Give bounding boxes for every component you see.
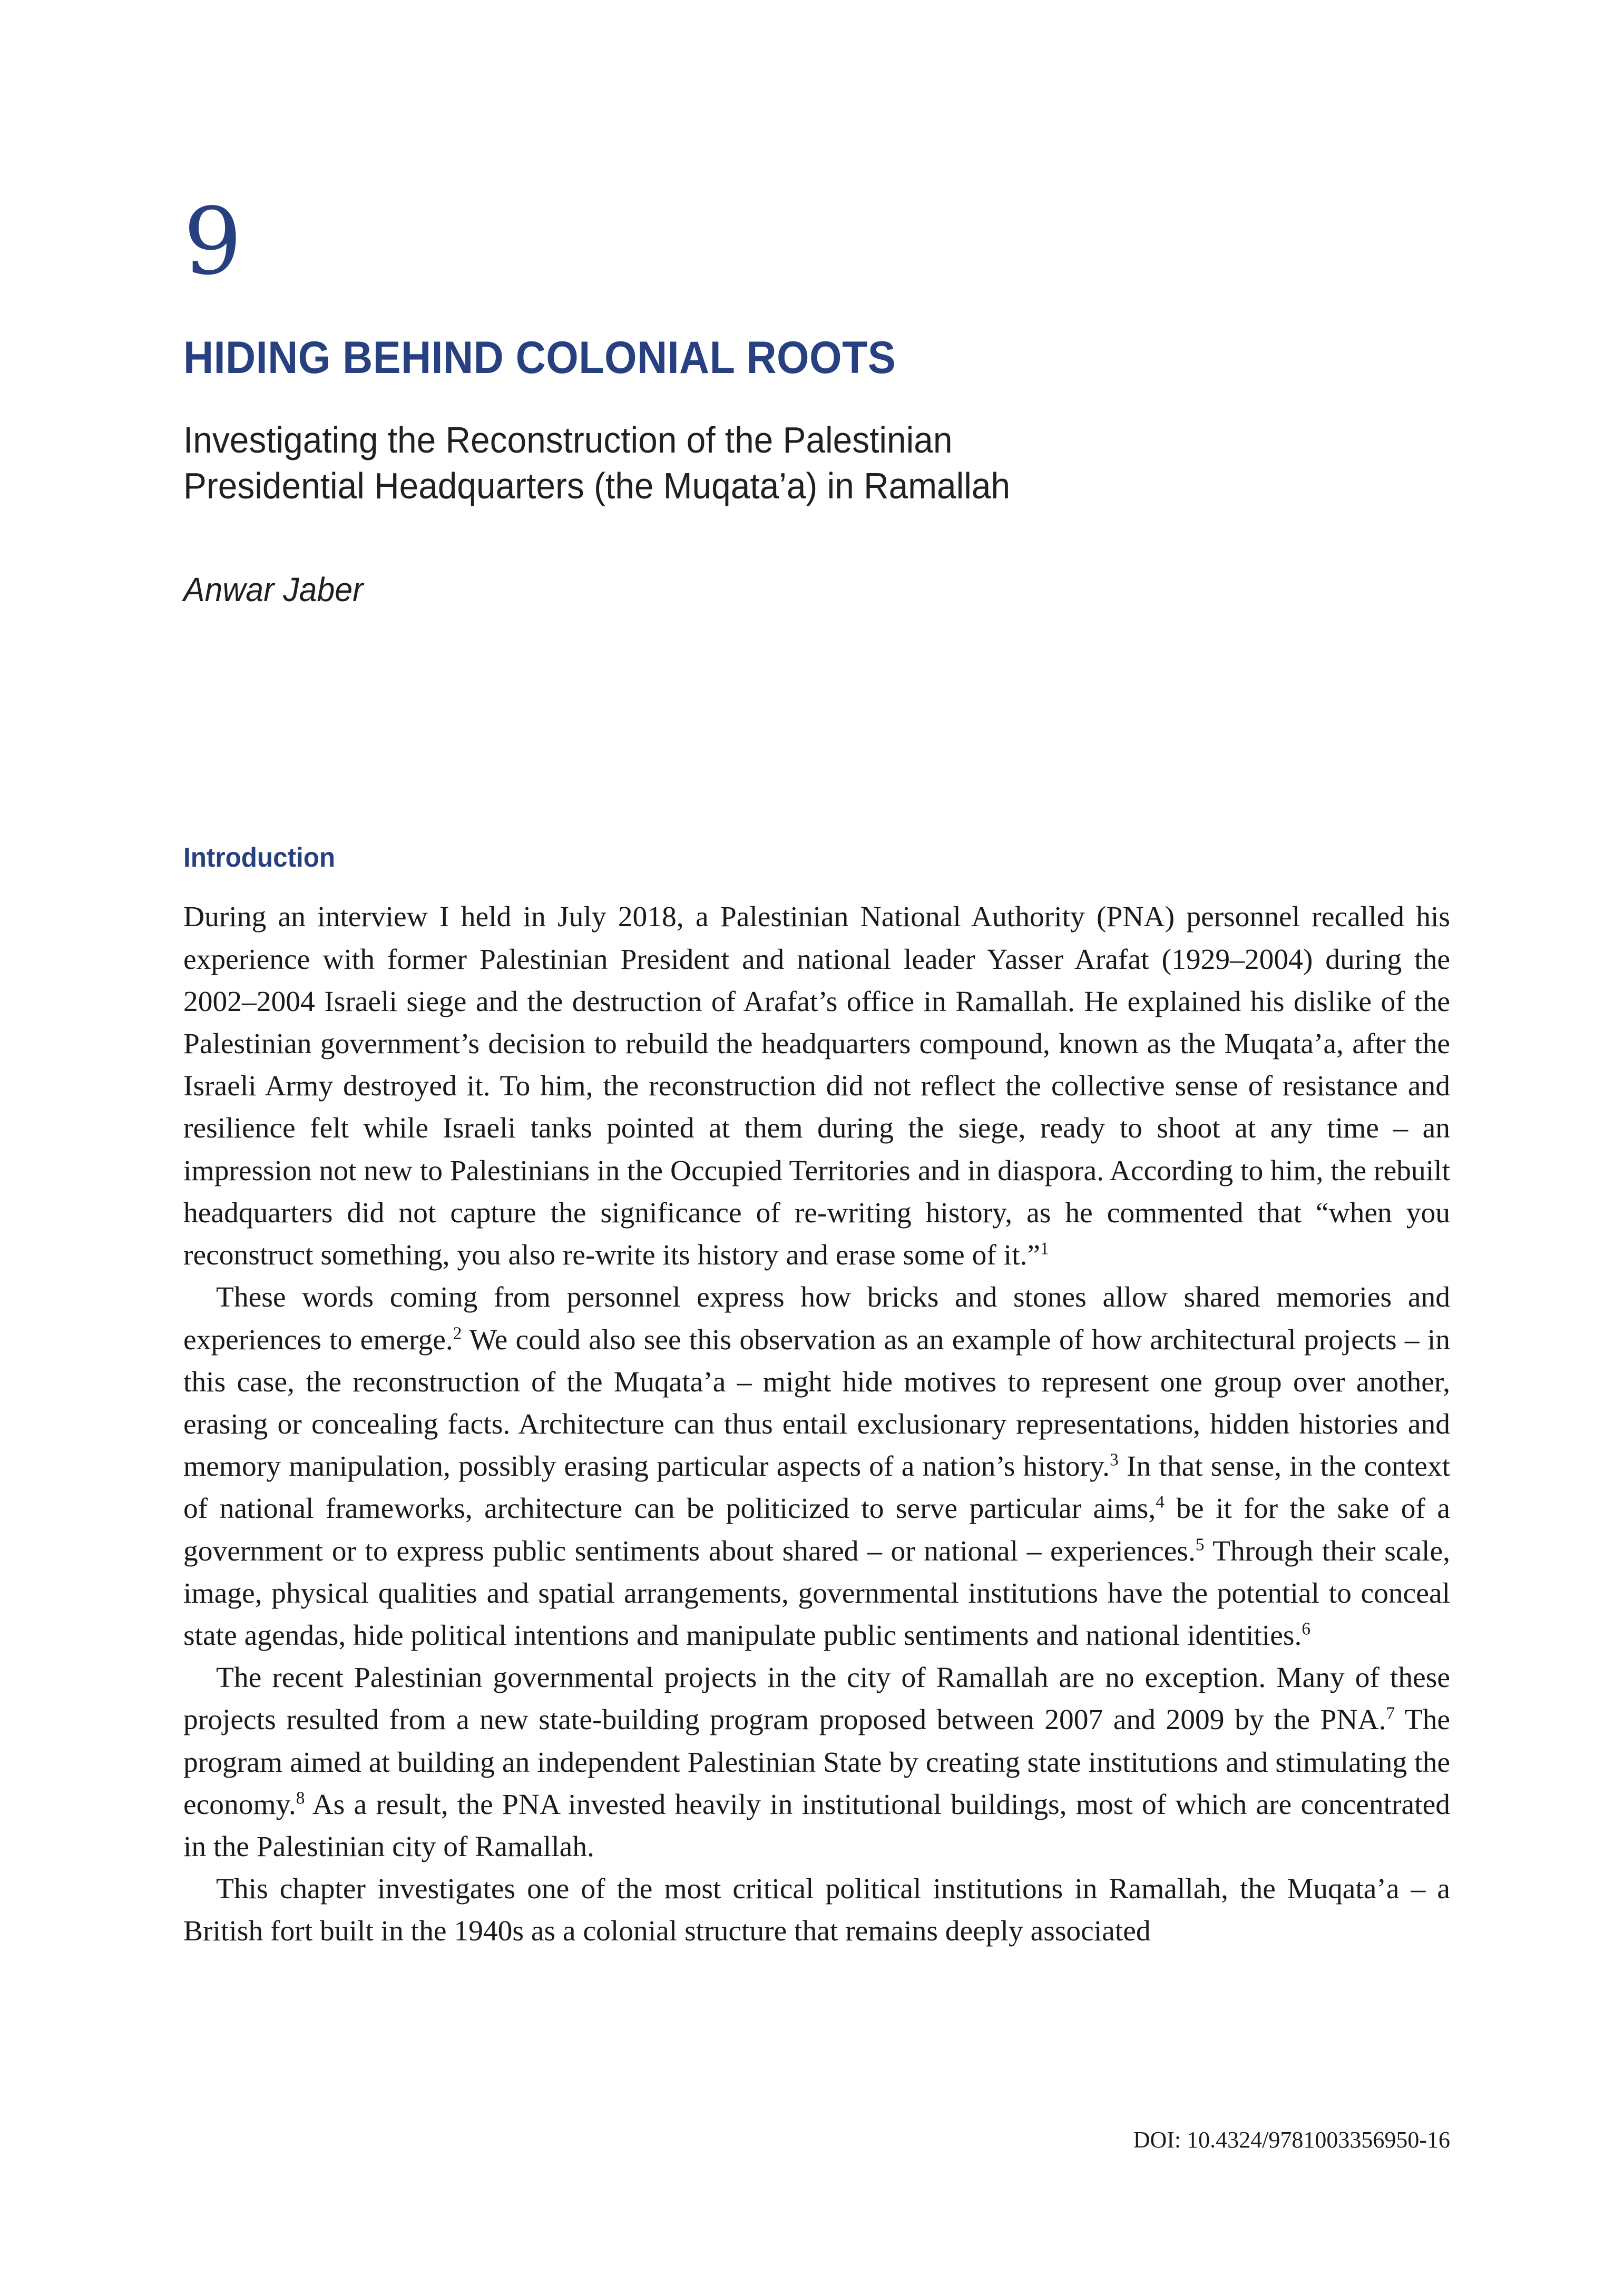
body-paragraph: These words coming from personnel express how bricks and stones allow shared memories and experiences to emerge.$^2$ We could also see this observation as an example of how architectural projects – in this case, the reconstruction of the Muqata’a – might hide motives to represent one group over another, erasing or concealing facts. Architecture can thus entail exclusionary representations, hidden histories and memory manipulation, possibly erasing particular aspects of a nation’s history.$^3$ In that sense, in the context of national frameworks, architecture can be politicized to serve particular aims,$^4$ be it for the sake of a government or to express public sentiments about shared – or national – experiences.$^5$ Through their scale, image, physical qualities and spatial arrangements, governmental institutions have the potential to conceal state agendas, hide political intentions and manipulate public sentiments and national identities.$^6$ xyxy=(183,1281,1451,1652)
footnote-marker[interactable]: 3 xyxy=(1110,1450,1119,1470)
chapter-number: 9 xyxy=(183,189,241,296)
footnote-marker[interactable]: 2 xyxy=(453,1323,462,1343)
body-paragraph: During an interview I held in July 2018, a Palestinian National Authority (PNA) personnel recalled his experience with former Palestinian President and national leader Yasser Arafat (1929–2004) during the 2002–2004 Israeli siege and the destruction of Arafat’s office in Ramallah. He explained his dislike of the Palestinian government’s decision to rebuild the headquarters compound, known as the Muqata’a, after the Israeli Army destroyed it. To him, the reconstruction did not reflect the collective sense of resistance and resilience felt while Israeli tanks pointed at them during the siege, ready to shoot at any time – an impression not new to Palestinians in the Occupied Territories and in diaspora. According to him, the rebuilt headquarters did not capture the significance of re-writing history, as he commented that “when you reconstruct something, you also re-write its history and erase some of it.”$^1$ xyxy=(183,901,1450,1272)
footnote-marker[interactable]: 1 xyxy=(1040,1239,1049,1259)
chapter-title: HIDING BEHIND COLONIAL ROOTS xyxy=(183,332,896,383)
section-heading-introduction: Introduction xyxy=(183,842,336,874)
footnote-marker[interactable]: 6 xyxy=(1302,1619,1311,1639)
chapter-subtitle-line-1: Investigating the Reconstruction of the Palestinian xyxy=(183,419,953,461)
body-paragraph: The recent Palestinian governmental projects in the city of Ramallah are no exception. Many of these projects resulted from a new state-building program proposed between 2007 and 2009 by the PNA.$^7$ The program aimed at building an independent Palestinian State by creating state institutions and stimulating the economy.$^8$ As a result, the PNA invested heavily in institutional buildings, most of which are concentrated in the Palestinian city of Ramallah. xyxy=(183,1662,1450,1863)
footnote-marker[interactable]: 5 xyxy=(1195,1535,1205,1555)
footnote-marker[interactable]: 4 xyxy=(1156,1492,1165,1512)
footnote-marker[interactable]: 7 xyxy=(1386,1703,1395,1723)
chapter-subtitle-line-2: Presidential Headquarters (the Muqata’a) in Ramallah xyxy=(183,465,1011,507)
footnote-marker[interactable]: 8 xyxy=(296,1788,305,1808)
doi-footer: DOI: 10.4324/9781003356950-16 xyxy=(1133,2127,1450,2153)
chapter-subtitle xyxy=(183,381,1374,509)
body-paragraph: This chapter investigates one of the most critical political institutions in Ramallah, the Muqata’a – a British fort built in the 1940s as a colonial structure that remains deeply associated xyxy=(183,1873,1450,1948)
chapter-content-column xyxy=(183,0,1450,1953)
body-text xyxy=(183,873,1450,1952)
chapter-author: Anwar Jaber xyxy=(183,570,364,609)
